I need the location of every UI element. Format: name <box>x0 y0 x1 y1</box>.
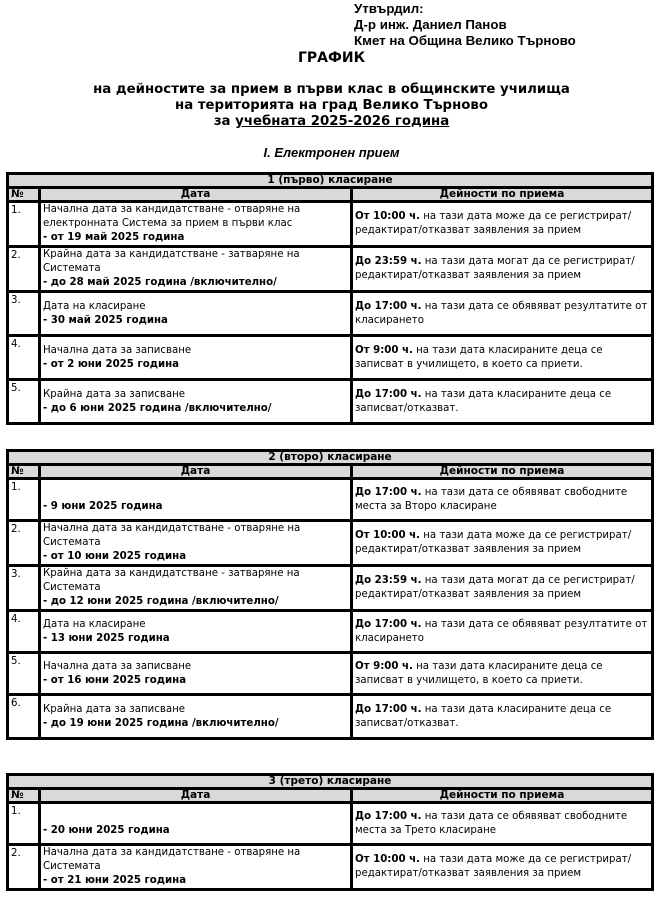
date-description: Начална дата за записване <box>43 660 192 672</box>
column-header-date: Дата <box>40 789 352 803</box>
subtitle-line-1: на дейностите за прием в първи клас в общинските училища <box>93 82 570 97</box>
date-cell <box>40 611 352 653</box>
row-number: 6. <box>8 695 40 739</box>
activity-time: От 9:00 ч. <box>355 660 413 672</box>
table-row <box>8 803 653 845</box>
date-cell <box>40 653 352 695</box>
date-value: - от 2 юни 2025 година <box>43 358 179 370</box>
date-value: - 13 юни 2025 година <box>43 632 170 644</box>
approval-block <box>354 1 576 49</box>
table-row <box>8 380 653 424</box>
row-number: 2. <box>8 521 40 566</box>
activity-cell <box>352 695 653 739</box>
date-description: Начална дата за кандидатстване - отваряне на електронната Система за прием в първи клас <box>43 204 301 229</box>
column-header-activities: Дейности по приема <box>352 789 653 803</box>
date-description: Дата на класиране <box>43 618 146 630</box>
date-cell <box>40 566 352 611</box>
activity-description: на тази дата могат да се регистрират/ редактират/отказват заявления за прием <box>355 575 635 600</box>
activity-description: на тази дата се обявяват резултатите от класирането <box>355 618 648 644</box>
table-row <box>8 292 653 336</box>
activity-description: на тази дата класираните деца се записват в училището, в което са приети. <box>355 660 603 686</box>
activity-time: До 17:00 ч. <box>355 300 422 312</box>
activity-cell <box>352 380 653 424</box>
date-cell <box>40 479 352 521</box>
date-value: - 9 юни 2025 година <box>43 500 163 512</box>
date-value: - до 19 юни 2025 година /включително/ <box>43 717 279 729</box>
date-value: - от 10 юни 2025 година <box>43 551 187 562</box>
date-description: Крайна дата за кандидатстване - затваряне на Системата <box>43 249 300 274</box>
column-header-activities: Дейности по приема <box>352 465 653 479</box>
subtitle-line-3: за учебната 2025-2026 година <box>213 114 450 129</box>
date-spacer <box>43 810 348 824</box>
row-number: 5. <box>8 380 40 424</box>
activity-cell <box>352 292 653 336</box>
document-title: ГРАФИК <box>297 50 366 66</box>
table-row <box>8 695 653 739</box>
column-header-num: № <box>8 789 40 803</box>
date-value: - 20 юни 2025 година <box>43 824 170 836</box>
row-number: 1. <box>8 803 40 845</box>
activity-time: До 17:00 ч. <box>355 810 422 822</box>
date-cell <box>40 292 352 336</box>
approver-name: Д-р инж. Даниел Панов <box>354 17 507 32</box>
date-cell <box>40 336 352 380</box>
activity-time: От 10:00 ч. <box>355 854 420 865</box>
activity-description: на тази дата може да се регистрират/редактират/отказват заявления за прием <box>355 530 632 555</box>
table-row <box>8 611 653 653</box>
table-title: 3 (трето) класиране <box>8 775 653 789</box>
approval-label: Утвърдил: <box>354 1 424 16</box>
activity-cell <box>352 803 653 845</box>
row-number: 3. <box>8 566 40 611</box>
activity-cell <box>352 202 653 247</box>
date-description: Крайна дата за записване <box>43 703 186 715</box>
activity-description: на тази дата класираните деца се записват/отказват. <box>355 703 612 729</box>
activity-cell <box>352 611 653 653</box>
activity-cell <box>352 566 653 611</box>
table-row <box>8 653 653 695</box>
activity-description: на тази дата се обявяват свободните места за Второ класиране <box>355 486 628 512</box>
table-row <box>8 521 653 566</box>
row-number: 3. <box>8 292 40 336</box>
row-number: 2. <box>8 247 40 292</box>
date-value: - до 6 юни 2025 година /включително/ <box>43 402 272 414</box>
row-number: 1. <box>8 202 40 247</box>
date-description: Дата на класиране <box>43 300 146 312</box>
table-row <box>8 566 653 611</box>
activity-time: До 17:00 ч. <box>355 618 422 630</box>
row-number: 4. <box>8 336 40 380</box>
column-header-date: Дата <box>40 465 352 479</box>
activity-time: До 23:59 ч. <box>355 256 422 267</box>
column-header-activities: Дейности по приема <box>352 188 653 202</box>
date-cell <box>40 845 352 890</box>
column-header-num: № <box>8 188 40 202</box>
row-number: 2. <box>8 845 40 890</box>
ranking-table-3 <box>6 773 654 891</box>
date-cell <box>40 521 352 566</box>
table-row <box>8 479 653 521</box>
date-description: Начална дата за записване <box>43 344 192 356</box>
activity-time: До 17:00 ч. <box>355 388 422 400</box>
date-description: Начална дата за кандидатстване - отваряне на Системата <box>43 847 301 872</box>
subtitle-line-2: на територията на град Велико Търново <box>175 98 488 113</box>
table-row <box>8 336 653 380</box>
activity-description: на тази дата класираните деца се записват/отказват. <box>355 388 612 414</box>
activity-cell <box>352 653 653 695</box>
date-value: - до 12 юни 2025 година /включително/ <box>43 596 279 607</box>
activity-description: на тази дата се обявяват свободните места за Трето класиране <box>355 810 628 836</box>
activity-time: От 10:00 ч. <box>355 211 420 222</box>
date-value: - до 28 май 2025 година /включително/ <box>43 277 277 288</box>
school-year: учебната 2025-2026 година <box>235 114 450 129</box>
row-number: 1. <box>8 479 40 521</box>
approver-title: Кмет на Община Велико Търново <box>354 33 576 48</box>
document-subtitle <box>0 82 663 130</box>
activity-description: на тази дата могат да се регистрират/ редактират/отказват заявления за прием <box>355 256 635 281</box>
activity-cell <box>352 479 653 521</box>
table-row <box>8 202 653 247</box>
table-row <box>8 247 653 292</box>
table-title: 1 (първо) класиране <box>8 174 653 188</box>
row-number: 5. <box>8 653 40 695</box>
date-value: - от 21 юни 2025 година <box>43 875 187 886</box>
date-cell <box>40 695 352 739</box>
activity-time: От 9:00 ч. <box>355 344 413 356</box>
date-cell <box>40 202 352 247</box>
date-value: - от 16 юни 2025 година <box>43 674 187 686</box>
activity-cell <box>352 336 653 380</box>
activity-description: на тази дата може да се регистрират/редактират/отказват заявления за прием <box>355 211 632 236</box>
date-cell <box>40 803 352 845</box>
activity-description: на тази дата може да се регистрират/редактират/отказват заявления за прием <box>355 854 632 879</box>
column-header-date: Дата <box>40 188 352 202</box>
column-header-num: № <box>8 465 40 479</box>
activity-time: До 23:59 ч. <box>355 575 422 586</box>
section-title: I. Електронен прием <box>263 145 400 160</box>
ranking-table-1 <box>6 172 654 425</box>
ranking-table-2 <box>6 449 654 740</box>
row-number: 4. <box>8 611 40 653</box>
date-value: - от 19 май 2025 година <box>43 232 185 243</box>
activity-cell <box>352 521 653 566</box>
table-row <box>8 845 653 890</box>
date-spacer <box>43 486 348 500</box>
table-title: 2 (второ) класиране <box>8 451 653 465</box>
activity-cell <box>352 247 653 292</box>
activity-cell <box>352 845 653 890</box>
activity-time: До 17:00 ч. <box>355 703 422 715</box>
date-description: Крайна дата за кандидатстване - затваряне на Системата <box>43 568 300 593</box>
activity-time: От 10:00 ч. <box>355 530 420 541</box>
date-cell <box>40 247 352 292</box>
activity-description: на тази дата класираните деца се записват в училището, в което са приети. <box>355 344 603 370</box>
activity-description: на тази дата се обявяват резултатите от класирането <box>355 300 648 326</box>
date-description: Начална дата за кандидатстване - отваряне на Системата <box>43 523 301 548</box>
date-cell <box>40 380 352 424</box>
activity-time: До 17:00 ч. <box>355 486 422 498</box>
date-value: - 30 май 2025 година <box>43 314 168 326</box>
date-description: Крайна дата за записване <box>43 388 186 400</box>
